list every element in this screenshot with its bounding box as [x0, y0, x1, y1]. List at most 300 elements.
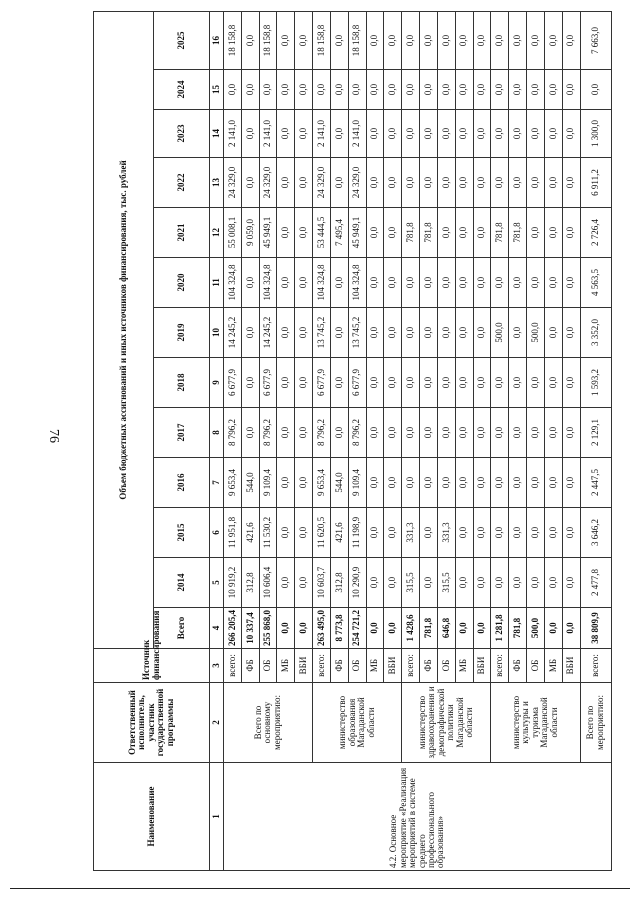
year-value-cell: 0,0: [295, 12, 313, 70]
year-value-cell: 104 324,8: [259, 258, 277, 308]
page-number: 76: [46, 429, 61, 443]
final-year-cell: 3 352,0: [580, 308, 611, 358]
year-value-cell: 0,0: [295, 258, 313, 308]
year-value-cell: 0,0: [527, 110, 545, 158]
year-value-cell: 0,0: [562, 158, 580, 208]
year-value-cell: 0,0: [509, 12, 527, 70]
year-value-cell: 0,0: [527, 12, 545, 70]
year-value-cell: 0,0: [366, 158, 384, 208]
year-value-cell: 0,0: [366, 258, 384, 308]
year-value-cell: 315,5: [402, 558, 420, 608]
final-year-cell: 1 300,0: [580, 110, 611, 158]
source-cell: ОБ: [437, 649, 455, 683]
year-value-cell: 500,0: [491, 308, 509, 358]
column-number: 8: [210, 408, 224, 458]
year-value-cell: 421,6: [241, 508, 259, 558]
year-value-cell: 0,0: [527, 70, 545, 110]
total-cell: 10 337,4: [241, 608, 259, 649]
year-value-cell: 14 245,2: [259, 308, 277, 358]
source-cell: ВБИ: [473, 649, 491, 683]
final-year-cell: 0,0: [580, 70, 611, 110]
year-value-cell: 0,0: [330, 358, 348, 408]
year-value-cell: 53 444,5: [313, 208, 331, 258]
year-value-cell: 55 008,1: [224, 208, 242, 258]
year-value-cell: 781,8: [402, 208, 420, 258]
year-value-cell: 0,0: [295, 308, 313, 358]
year-value-cell: 8 796,2: [313, 408, 331, 458]
year-value-cell: 0,0: [527, 458, 545, 508]
header-budget-group: Объем бюджетных ассигнований и иных источников финансирования, тыс. рублей: [94, 12, 154, 649]
source-cell: МБ: [544, 649, 562, 683]
year-value-cell: 0,0: [509, 558, 527, 608]
total-cell: 781,8: [420, 608, 438, 649]
year-value-cell: 0,0: [455, 458, 473, 508]
year-value-cell: 0,0: [544, 308, 562, 358]
year-value-cell: 14 245,2: [224, 308, 242, 358]
year-value-cell: 0,0: [544, 508, 562, 558]
year-value-cell: 6 677,9: [259, 358, 277, 408]
year-value-cell: 0,0: [437, 208, 455, 258]
year-value-cell: 0,0: [295, 70, 313, 110]
column-number: 5: [210, 558, 224, 608]
year-value-cell: 0,0: [384, 558, 402, 608]
year-value-cell: 0,0: [562, 12, 580, 70]
year-value-cell: 0,0: [437, 458, 455, 508]
source-cell: ОБ: [348, 649, 366, 683]
column-number: 2: [210, 683, 224, 763]
year-value-cell: 0,0: [509, 358, 527, 408]
year-value-cell: 24 329,0: [348, 158, 366, 208]
total-cell: 263 495,0: [313, 608, 331, 649]
footer-divider: [10, 888, 630, 889]
year-value-cell: 0,0: [420, 110, 438, 158]
year-value-cell: 331,3: [402, 508, 420, 558]
year-value-cell: 0,0: [241, 258, 259, 308]
year-value-cell: 0,0: [544, 258, 562, 308]
year-value-cell: 0,0: [527, 158, 545, 208]
total-cell: 0,0: [473, 608, 491, 649]
header-year: 2016: [154, 458, 210, 508]
year-value-cell: 0,0: [491, 258, 509, 308]
year-value-cell: 0,0: [277, 110, 295, 158]
year-value-cell: 0,0: [384, 12, 402, 70]
year-value-cell: 0,0: [295, 208, 313, 258]
year-value-cell: 544,0: [330, 458, 348, 508]
year-value-cell: 312,8: [330, 558, 348, 608]
year-value-cell: 0,0: [544, 70, 562, 110]
year-value-cell: 0,0: [527, 358, 545, 408]
year-value-cell: 0,0: [402, 408, 420, 458]
total-cell: 0,0: [366, 608, 384, 649]
year-value-cell: 104 324,8: [348, 258, 366, 308]
year-value-cell: 0,0: [366, 358, 384, 408]
final-total-row: [580, 12, 611, 871]
table-row: [313, 12, 331, 871]
year-value-cell: 0,0: [241, 308, 259, 358]
final-year-cell: 2 477,8: [580, 558, 611, 608]
year-value-cell: 0,0: [509, 158, 527, 208]
year-value-cell: 18 158,8: [348, 12, 366, 70]
year-value-cell: 0,0: [402, 358, 420, 408]
final-source: всего:: [580, 649, 611, 683]
year-value-cell: 7 495,4: [330, 208, 348, 258]
year-value-cell: 0,0: [402, 158, 420, 208]
year-value-cell: 0,0: [366, 308, 384, 358]
year-value-cell: 0,0: [420, 358, 438, 408]
year-value-cell: 0,0: [455, 70, 473, 110]
total-cell: 254 721,2: [348, 608, 366, 649]
table-row: [491, 12, 509, 871]
year-value-cell: 2 141,0: [348, 110, 366, 158]
year-value-cell: 0,0: [224, 70, 242, 110]
year-value-cell: 45 949,1: [259, 208, 277, 258]
year-value-cell: 312,8: [241, 558, 259, 608]
year-value-cell: 0,0: [366, 458, 384, 508]
column-number: 12: [210, 208, 224, 258]
year-value-cell: 9 109,4: [259, 458, 277, 508]
year-value-cell: 0,0: [437, 110, 455, 158]
header-year: 2022: [154, 158, 210, 208]
year-value-cell: 10 606,4: [259, 558, 277, 608]
year-value-cell: 6 677,9: [348, 358, 366, 408]
year-value-cell: 0,0: [420, 12, 438, 70]
total-cell: 0,0: [562, 608, 580, 649]
year-value-cell: 0,0: [384, 258, 402, 308]
year-value-cell: 0,0: [491, 12, 509, 70]
column-number: 10: [210, 308, 224, 358]
year-value-cell: 0,0: [366, 508, 384, 558]
total-cell: 0,0: [295, 608, 313, 649]
activity-name: 4.2. Основное мероприятие «Реализация мероприятий в системе среднего профессионального образования»: [224, 763, 612, 871]
final-year-cell: 1 593,2: [580, 358, 611, 408]
year-value-cell: 0,0: [473, 458, 491, 508]
year-value-cell: 0,0: [420, 458, 438, 508]
year-value-cell: 0,0: [384, 508, 402, 558]
year-value-cell: 0,0: [544, 458, 562, 508]
year-value-cell: 0,0: [277, 12, 295, 70]
year-value-cell: 2 141,0: [224, 110, 242, 158]
year-value-cell: 24 329,0: [259, 158, 277, 208]
year-value-cell: 0,0: [491, 408, 509, 458]
year-value-cell: 0,0: [437, 158, 455, 208]
header-year: 2025: [154, 12, 210, 70]
year-value-cell: 11 198,9: [348, 508, 366, 558]
year-value-cell: 0,0: [455, 158, 473, 208]
final-year-cell: 6 911,2: [580, 158, 611, 208]
year-value-cell: 0,0: [348, 70, 366, 110]
year-value-cell: 0,0: [527, 558, 545, 608]
year-value-cell: 0,0: [420, 70, 438, 110]
year-value-cell: 0,0: [330, 408, 348, 458]
year-value-cell: 0,0: [241, 110, 259, 158]
column-number: 16: [210, 12, 224, 70]
source-cell: МБ: [455, 649, 473, 683]
year-value-cell: 0,0: [544, 158, 562, 208]
source-cell: всего:: [224, 649, 242, 683]
final-year-cell: 4 563,5: [580, 258, 611, 308]
year-value-cell: 6 677,9: [224, 358, 242, 408]
year-value-cell: 0,0: [473, 258, 491, 308]
year-value-cell: 781,8: [420, 208, 438, 258]
year-value-cell: 781,8: [491, 208, 509, 258]
year-value-cell: 9 059,0: [241, 208, 259, 258]
source-cell: МБ: [277, 649, 295, 683]
total-cell: 255 868,0: [259, 608, 277, 649]
year-value-cell: 0,0: [455, 208, 473, 258]
final-year-cell: 2 129,1: [580, 408, 611, 458]
year-value-cell: 0,0: [544, 110, 562, 158]
year-value-cell: 0,0: [562, 110, 580, 158]
year-value-cell: 0,0: [241, 358, 259, 408]
year-value-cell: 0,0: [455, 12, 473, 70]
total-cell: 1 428,6: [402, 608, 420, 649]
year-value-cell: 0,0: [384, 70, 402, 110]
column-number: 15: [210, 70, 224, 110]
year-value-cell: 0,0: [313, 70, 331, 110]
year-value-cell: 6 677,9: [313, 358, 331, 408]
year-value-cell: 0,0: [295, 110, 313, 158]
year-value-cell: 0,0: [402, 70, 420, 110]
year-value-cell: 9 653,4: [313, 458, 331, 508]
final-year-cell: 3 646,2: [580, 508, 611, 558]
year-value-cell: 0,0: [259, 70, 277, 110]
year-value-cell: 0,0: [473, 508, 491, 558]
year-value-cell: 13 745,2: [348, 308, 366, 358]
year-value-cell: 0,0: [277, 458, 295, 508]
year-value-cell: 0,0: [509, 408, 527, 458]
header-year: 2019: [154, 308, 210, 358]
final-year-cell: 7 663,0: [580, 12, 611, 70]
source-cell: МБ: [366, 649, 384, 683]
column-number: 13: [210, 158, 224, 208]
column-number: 9: [210, 358, 224, 408]
header-year: 2014: [154, 558, 210, 608]
year-value-cell: 0,0: [384, 110, 402, 158]
total-cell: 0,0: [277, 608, 295, 649]
source-cell: всего:: [313, 649, 331, 683]
year-value-cell: 0,0: [562, 308, 580, 358]
year-value-cell: 500,0: [527, 308, 545, 358]
year-value-cell: 0,0: [509, 508, 527, 558]
year-value-cell: 0,0: [384, 158, 402, 208]
executor-cell: министерство культуры и туризма Магаданской области: [491, 683, 580, 763]
year-value-cell: 0,0: [330, 308, 348, 358]
header-name: Наименование: [94, 763, 210, 871]
year-value-cell: 0,0: [455, 110, 473, 158]
year-value-cell: 0,0: [491, 558, 509, 608]
year-value-cell: 18 158,8: [259, 12, 277, 70]
total-cell: 781,8: [509, 608, 527, 649]
year-value-cell: 0,0: [455, 558, 473, 608]
year-value-cell: 18 158,8: [313, 12, 331, 70]
year-value-cell: 0,0: [491, 110, 509, 158]
year-value-cell: 0,0: [277, 308, 295, 358]
year-value-cell: 0,0: [544, 408, 562, 458]
year-value-cell: 0,0: [277, 258, 295, 308]
year-value-cell: 0,0: [366, 558, 384, 608]
header-year: 2024: [154, 70, 210, 110]
year-value-cell: 0,0: [402, 12, 420, 70]
year-value-cell: 0,0: [366, 110, 384, 158]
header-year: 2017: [154, 408, 210, 458]
year-value-cell: 2 141,0: [259, 110, 277, 158]
source-cell: ОБ: [527, 649, 545, 683]
year-value-cell: 0,0: [295, 158, 313, 208]
total-cell: 8 773,8: [330, 608, 348, 649]
year-value-cell: 0,0: [437, 308, 455, 358]
year-value-cell: 0,0: [241, 408, 259, 458]
year-value-cell: 315,5: [437, 558, 455, 608]
year-value-cell: 0,0: [330, 70, 348, 110]
final-total-cell: 38 809,9: [580, 608, 611, 649]
total-cell: 1 281,8: [491, 608, 509, 649]
executor-cell: министерство здравоохранения и демографической политики Магаданской области: [402, 683, 491, 763]
year-value-cell: 0,0: [473, 208, 491, 258]
year-value-cell: 0,0: [455, 258, 473, 308]
header-year: 2020: [154, 258, 210, 308]
year-value-cell: 0,0: [509, 458, 527, 508]
year-value-cell: 0,0: [544, 358, 562, 408]
source-cell: ВБИ: [384, 649, 402, 683]
header-executor: Ответственный исполнитель, участник государственной программы: [94, 683, 210, 763]
year-value-cell: 0,0: [437, 258, 455, 308]
year-value-cell: 0,0: [455, 408, 473, 458]
year-value-cell: 0,0: [527, 258, 545, 308]
year-value-cell: 0,0: [491, 508, 509, 558]
year-value-cell: 0,0: [295, 458, 313, 508]
source-cell: всего:: [491, 649, 509, 683]
year-value-cell: 331,3: [437, 508, 455, 558]
year-value-cell: 0,0: [295, 508, 313, 558]
year-value-cell: 0,0: [384, 458, 402, 508]
year-value-cell: 0,0: [277, 408, 295, 458]
year-value-cell: 0,0: [277, 70, 295, 110]
executor-cell: Всего по основному мероприятию:: [224, 683, 313, 763]
year-value-cell: 0,0: [473, 12, 491, 70]
year-value-cell: 0,0: [402, 458, 420, 508]
year-value-cell: 0,0: [330, 258, 348, 308]
year-value-cell: 0,0: [384, 408, 402, 458]
year-value-cell: 0,0: [473, 110, 491, 158]
year-value-cell: 0,0: [473, 558, 491, 608]
source-cell: ВБИ: [562, 649, 580, 683]
year-value-cell: 0,0: [277, 558, 295, 608]
column-number: 3: [210, 649, 224, 683]
column-number: 7: [210, 458, 224, 508]
column-number: 4: [210, 608, 224, 649]
header-year: 2018: [154, 358, 210, 408]
source-cell: ФБ: [420, 649, 438, 683]
year-value-cell: 11 620,5: [313, 508, 331, 558]
year-value-cell: 0,0: [295, 358, 313, 408]
header-year: 2015: [154, 508, 210, 558]
year-value-cell: 0,0: [402, 110, 420, 158]
year-value-cell: 0,0: [509, 258, 527, 308]
year-value-cell: 0,0: [473, 70, 491, 110]
year-value-cell: 0,0: [295, 558, 313, 608]
year-value-cell: 10 919,2: [224, 558, 242, 608]
year-value-cell: 0,0: [366, 208, 384, 258]
final-year-cell: 2 447,5: [580, 458, 611, 508]
year-value-cell: 0,0: [491, 158, 509, 208]
year-value-cell: 9 109,4: [348, 458, 366, 508]
year-value-cell: 0,0: [527, 408, 545, 458]
year-value-cell: 0,0: [366, 12, 384, 70]
source-cell: ФБ: [241, 649, 259, 683]
year-value-cell: 781,8: [509, 208, 527, 258]
header-total: Всего: [154, 608, 210, 649]
year-value-cell: 8 796,2: [259, 408, 277, 458]
column-number: 6: [210, 508, 224, 558]
executor-cell: министерство образования Магаданской области: [313, 683, 402, 763]
year-value-cell: 0,0: [562, 208, 580, 258]
total-cell: 500,0: [527, 608, 545, 649]
header-source: Источник финансирования: [94, 649, 210, 683]
total-cell: 266 205,4: [224, 608, 242, 649]
total-cell: 0,0: [544, 608, 562, 649]
year-value-cell: 0,0: [455, 308, 473, 358]
year-value-cell: 0,0: [527, 208, 545, 258]
year-value-cell: 0,0: [420, 508, 438, 558]
year-value-cell: 0,0: [509, 70, 527, 110]
header-year: 2023: [154, 110, 210, 158]
year-value-cell: 0,0: [330, 12, 348, 70]
year-value-cell: 0,0: [473, 358, 491, 408]
year-value-cell: 0,0: [455, 358, 473, 408]
year-value-cell: 0,0: [420, 408, 438, 458]
year-value-cell: 421,6: [330, 508, 348, 558]
year-value-cell: 0,0: [437, 358, 455, 408]
source-cell: ОБ: [259, 649, 277, 683]
year-value-cell: 0,0: [473, 408, 491, 458]
year-value-cell: 24 329,0: [313, 158, 331, 208]
year-value-cell: 0,0: [420, 308, 438, 358]
header-year: 2021: [154, 208, 210, 258]
year-value-cell: 0,0: [241, 70, 259, 110]
source-cell: ФБ: [330, 649, 348, 683]
column-number: 1: [210, 763, 224, 871]
year-value-cell: 0,0: [509, 308, 527, 358]
year-value-cell: 10 290,9: [348, 558, 366, 608]
final-year-cell: 2 726,4: [580, 208, 611, 258]
year-value-cell: 18 158,8: [224, 12, 242, 70]
year-value-cell: 0,0: [473, 308, 491, 358]
year-value-cell: 0,0: [330, 158, 348, 208]
year-value-cell: 0,0: [491, 458, 509, 508]
table-row: [224, 12, 242, 871]
year-value-cell: 0,0: [277, 158, 295, 208]
year-value-cell: 9 653,4: [224, 458, 242, 508]
column-number: 14: [210, 110, 224, 158]
year-value-cell: 45 949,1: [348, 208, 366, 258]
year-value-cell: 0,0: [562, 258, 580, 308]
source-cell: ФБ: [509, 649, 527, 683]
year-value-cell: 0,0: [366, 408, 384, 458]
total-cell: 0,0: [384, 608, 402, 649]
year-value-cell: 0,0: [544, 558, 562, 608]
year-value-cell: 13 745,2: [313, 308, 331, 358]
year-value-cell: 0,0: [384, 358, 402, 408]
year-value-cell: 8 796,2: [348, 408, 366, 458]
rotated-table-area: [93, 12, 612, 871]
source-cell: ВБИ: [295, 649, 313, 683]
year-value-cell: 0,0: [437, 70, 455, 110]
year-value-cell: 0,0: [491, 358, 509, 408]
year-value-cell: 2 141,0: [313, 110, 331, 158]
column-number: 11: [210, 258, 224, 308]
year-value-cell: 0,0: [437, 12, 455, 70]
year-value-cell: 0,0: [491, 70, 509, 110]
